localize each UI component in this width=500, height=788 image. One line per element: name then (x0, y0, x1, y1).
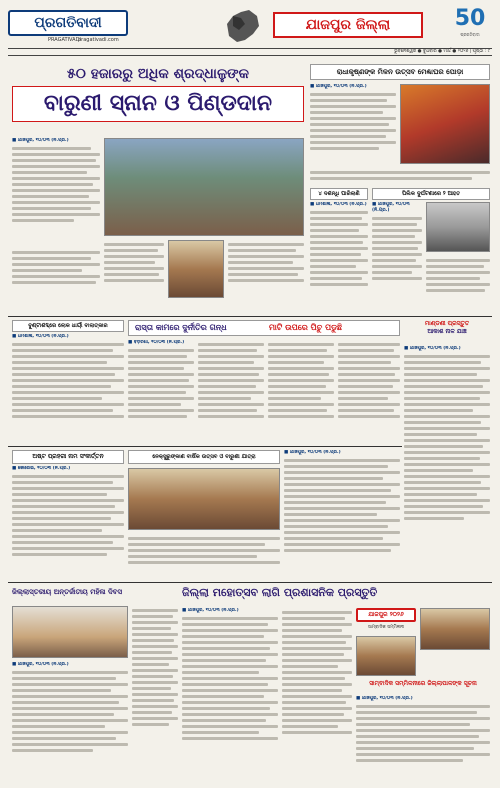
story9-column-2 (284, 450, 400, 578)
story11-column-1 (182, 608, 278, 780)
story4-column-2 (426, 256, 490, 312)
story10-byline: ■ ଯାଜପୁର, ୧୦/୦୩ (ନି.ପ୍ର.) (12, 662, 69, 667)
section-divider-3 (8, 582, 492, 583)
lead-column-1 (12, 138, 100, 246)
story11-headline[interactable]: ଜିଲ୍ଲା ମହୋତ୍ସବ ଲାଗି ପ୍ରଶାସନିକ ପ୍ରସ୍ତୁତି (182, 586, 378, 599)
story6-byline: ■ ବଡ଼ଚଣା, ୧୦/୦୩ (ନି.ପ୍ର.) (128, 340, 185, 345)
story11-column-2 (282, 608, 352, 780)
district-title: ଯାଜପୁର ଜିଲ୍ଲା (273, 12, 423, 38)
story11-byline: ■ ଯାଜପୁର, ୧୦/୦୩ (ନି.ପ୍ର.) (182, 608, 239, 613)
lead-headline[interactable]: ବାରୁଣୀ ସ୍ନାନ ଓ ପିଣ୍ଡଦାନ (12, 86, 304, 122)
story9-headline[interactable]: ନେକ୍ସୁରୁଙ୍କାଣ ବାର୍ଷିକ ଉତ୍ସବ ଓ ବାରୁଣୀ ଯାତ୍ରା (128, 450, 280, 464)
story6-headline-accent[interactable]: ମାଟି ଉପରେ ପିଚୁ ପଡୁଛି (269, 323, 343, 332)
story13-column (356, 696, 490, 780)
paper-sub: PRAGATIVADI (48, 37, 81, 43)
story3-headline[interactable]: ୪ ଦଶନ୍ଧି ପାରିଲାଣି (310, 188, 368, 200)
story7-subhead: ଆକାଶ ନାଳ ଯାଞ୍ଚ (427, 328, 467, 335)
lead-column-2 (104, 240, 164, 300)
story6-headline[interactable]: ରାସ୍ତା କାମରେ ଦୁର୍ନୀତିର ଗନ୍ଧ (135, 323, 227, 332)
story6-column-1 (128, 340, 194, 442)
story2-byline: ■ ଯାଜପୁର, ୧୦/୦୩ (ନି.ପ୍ର.) (310, 84, 367, 89)
story12-photo (420, 608, 490, 650)
story9-byline: ■ ଯାଜପୁର, ୧୦/୦୩ (ନି.ପ୍ର.) (284, 450, 341, 455)
lead-column-1b (12, 248, 100, 300)
story6-column-4 (338, 340, 400, 442)
lead-photo-ritual (168, 240, 224, 298)
section-divider-1 (8, 316, 492, 317)
anniversary-text: ପ୍ରଗତିବାଦୀ (460, 32, 480, 37)
story7-headline[interactable]: ମାଣ୍ଡଣୀ ପ୍ରସ୍ତୁତ (424, 320, 470, 327)
story10-photo (12, 606, 128, 658)
story4-byline: ■ ଯାଜପୁର, ୧୦/୦୩ (ନି.ପ୍ର.) (372, 202, 410, 213)
story3-byline: ■ ଧର୍ମଶାଳା, ୧୦/୦୩ (ନି.ପ୍ର.) (310, 202, 367, 207)
story10-column (12, 662, 128, 780)
story2-column-1 (310, 84, 396, 168)
section-divider-2 (8, 446, 402, 447)
anniversary-number: 50 (454, 6, 486, 31)
story12-sub: ସାମ୍ବାଦିକ ସମ୍ମିଳନୀ (367, 625, 405, 630)
story10-column-2 (132, 606, 178, 780)
anniversary-logo (448, 6, 492, 46)
story2-photo-fire (400, 84, 490, 164)
story9-photo (128, 468, 280, 530)
story7-byline: ■ ଯାଜପୁର, ୧୦/୦୩ (ନି.ପ୍ର.) (404, 346, 461, 351)
story12-logo[interactable]: ଯାଜପୁର ୨୦୨୬ (356, 608, 416, 622)
story9-column (128, 534, 280, 578)
lead-photo-bathers (104, 138, 304, 236)
story6-column-3 (268, 340, 334, 442)
story8-byline: ■ କୋରେଇ, ୧୦/୦୩ (ନି.ପ୍ର.) (12, 466, 71, 471)
masthead (8, 6, 492, 48)
story8-headline[interactable]: ଅଷ୍ଟ ପ୍ରହରୀ ନାମ ସଂକୀର୍ତ୍ତନ (12, 450, 124, 464)
lead-kicker: ୫୦ ହଜାରରୁ ଅଧିକ ଶ୍ରଦ୍ଧାଳୁଙ୍କ (67, 66, 249, 82)
odisha-map-icon (223, 6, 263, 46)
story6-column-2 (198, 340, 264, 442)
story13-headline[interactable]: ସାମ୍ବାଦିକ ସମ୍ମିଳନୀରେ ଜିଲ୍ଲାପାଳଙ୍କ ସୂଚନା (369, 680, 477, 687)
story12-photo-2 (356, 636, 416, 676)
story4-column (372, 202, 422, 312)
lead-headline-block (12, 62, 304, 132)
story5-byline: ■ ଧର୍ମଶାଳା, ୧୦/୦୩ (ନି.ପ୍ର.) (12, 334, 69, 339)
story7-headline-box (404, 320, 490, 344)
story2-headline[interactable]: ରାଧାକୃଷ୍ଣଙ୍କ ମିଳନ ଉତ୍ସବ ମେଣ୍ଢାଘର ପୋଡ଼ା (310, 64, 490, 80)
story4-headline[interactable]: ପିଲିକ ଦୁର୍ଘଟଣାରେ ୨ ଆହତ (372, 188, 490, 200)
story3-column (310, 202, 368, 312)
paper-logo[interactable]: ପ୍ରଗତିବାଦୀ (8, 10, 128, 36)
lead-column-3 (228, 240, 304, 300)
story10-headline[interactable]: ଜିଲ୍ଲାସ୍ତରୀୟ ଅନ୍ତର୍ଜାତୀୟ ମହିଳା ଦିବସ (12, 588, 123, 596)
lead-byline: ■ ଯାଜପୁର, ୧୦/୦୩ (ନି.ପ୍ର.) (12, 138, 69, 143)
story8-column (12, 466, 124, 578)
story4-photo-car (426, 202, 490, 252)
story7-column (404, 346, 490, 578)
dateline: ଭୁବନେଶ୍ୱର ● ବୁଧବାର ● ମାର୍ଚ୍ଚ ● ୨୦୨୬ | ପୃଷ୍ଠା : ୯ (8, 48, 492, 56)
story6-headline-box (128, 320, 400, 336)
paper-url: pragativadi.com (78, 37, 119, 43)
story13-byline: ■ ଯାଜପୁର, ୧୦/୦୩ (ନି.ପ୍ର.) (356, 696, 413, 701)
story2-column-2 (310, 168, 490, 186)
story5-headline[interactable]: ବୁଣ୍ଟାଶବ୍ଦ୍ରେ ଲୋକ ଧାର୍ୟା ବାଲାତ୍କାର (12, 320, 124, 332)
story5-column (12, 334, 124, 442)
